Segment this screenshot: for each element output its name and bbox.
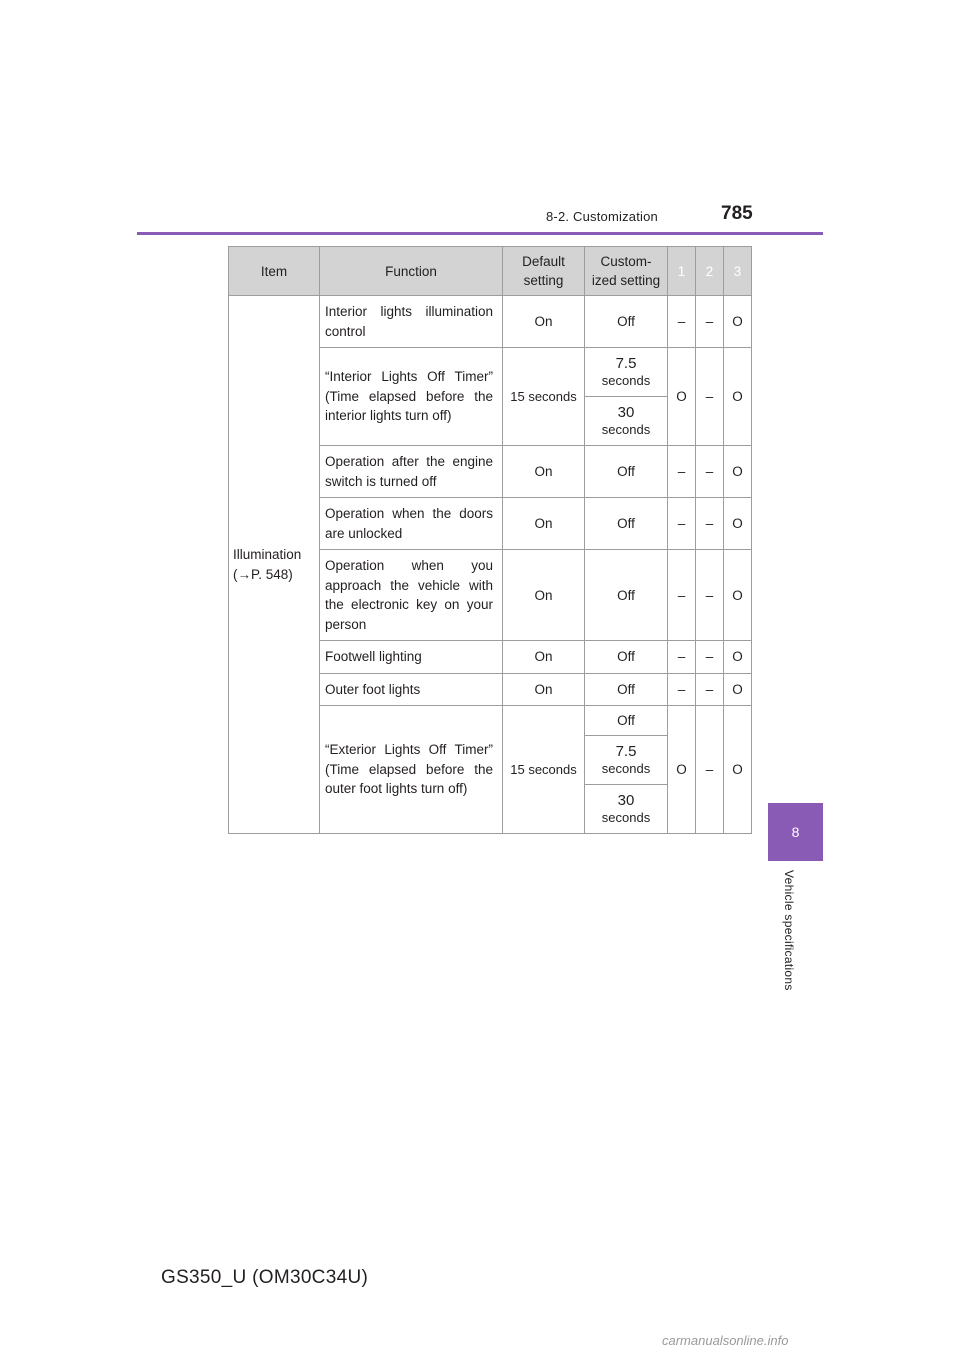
mark-cell: O — [724, 498, 752, 550]
default-cell: On — [503, 641, 585, 674]
default-cell: 15 seconds — [503, 348, 585, 446]
function-cell: Operation when you approach the vehicle with the electronic key on your person — [320, 550, 503, 641]
section-title: 8-2. Customization — [546, 209, 658, 224]
function-cell: “Interior Lights Off Timer” (Time elapsed before the interior lights turn off) — [320, 348, 503, 446]
custom-cell: Off — [585, 550, 668, 641]
mark-cell: O — [668, 348, 696, 446]
default-cell: On — [503, 498, 585, 550]
mark-cell: – — [668, 446, 696, 498]
mark-cell: O — [724, 641, 752, 674]
custom-cell: 30 seconds — [585, 785, 668, 834]
mark-cell: – — [696, 706, 724, 834]
custom-cell: Off — [585, 641, 668, 674]
table-header-row — [229, 247, 752, 296]
default-cell: 15 seconds — [503, 706, 585, 834]
mark-cell: – — [696, 348, 724, 446]
mark-cell: – — [668, 498, 696, 550]
mark-cell: – — [668, 550, 696, 641]
mark-cell: – — [696, 673, 724, 706]
page-number: 785 — [721, 203, 753, 224]
custom-cell: 30 seconds — [585, 397, 668, 446]
default-cell: On — [503, 673, 585, 706]
mark-cell: O — [724, 673, 752, 706]
custom-cell: Off — [585, 296, 668, 348]
col-customized: Custom- ized setting — [585, 247, 668, 296]
mark-cell: – — [696, 296, 724, 348]
chapter-tab[interactable] — [768, 803, 823, 861]
mark-cell: O — [668, 706, 696, 834]
col-3: 3 — [724, 247, 752, 296]
col-function: Function — [320, 247, 503, 296]
custom-cell: Off — [585, 446, 668, 498]
mark-cell: – — [696, 550, 724, 641]
mark-cell: – — [668, 296, 696, 348]
watermark: carmanualsonline.info — [662, 1333, 789, 1348]
function-cell: Footwell lighting — [320, 641, 503, 674]
chapter-number: 8 — [791, 824, 800, 840]
customization-table — [228, 246, 752, 834]
custom-cell: Off — [585, 706, 668, 736]
custom-cell: Off — [585, 498, 668, 550]
mark-cell: O — [724, 446, 752, 498]
custom-cell: Off — [585, 673, 668, 706]
mark-cell: – — [696, 446, 724, 498]
chapter-label: Vehicle specifications — [782, 870, 796, 991]
mark-cell: O — [724, 550, 752, 641]
col-2: 2 — [696, 247, 724, 296]
col-item: Item — [229, 247, 320, 296]
function-cell: Interior lights illumination control — [320, 296, 503, 348]
function-cell: Outer foot lights — [320, 673, 503, 706]
col-1: 1 — [668, 247, 696, 296]
mark-cell: O — [724, 296, 752, 348]
model-code: GS350_U (OM30C34U) — [161, 1267, 369, 1288]
page-reference-link[interactable]: (→P. 548) — [233, 566, 293, 582]
mark-cell: O — [724, 348, 752, 446]
mark-cell: – — [696, 641, 724, 674]
mark-cell: – — [668, 641, 696, 674]
custom-cell: 7.5 seconds — [585, 736, 668, 785]
default-cell: On — [503, 296, 585, 348]
mark-cell: O — [724, 706, 752, 834]
function-cell: “Exterior Lights Off Timer” (Time elapsed before the outer foot lights turn off) — [320, 706, 503, 834]
function-cell: Operation when the doors are unlocked — [320, 498, 503, 550]
header-divider — [137, 232, 823, 235]
default-cell: On — [503, 446, 585, 498]
mark-cell: – — [696, 498, 724, 550]
custom-cell: 7.5 seconds — [585, 348, 668, 397]
default-cell: On — [503, 550, 585, 641]
item-illumination: Illumination (→P. 548) — [229, 296, 320, 834]
function-cell: Operation after the engine switch is turned off — [320, 446, 503, 498]
col-default: Default setting — [503, 247, 585, 296]
table-row — [229, 296, 752, 348]
mark-cell: – — [668, 673, 696, 706]
